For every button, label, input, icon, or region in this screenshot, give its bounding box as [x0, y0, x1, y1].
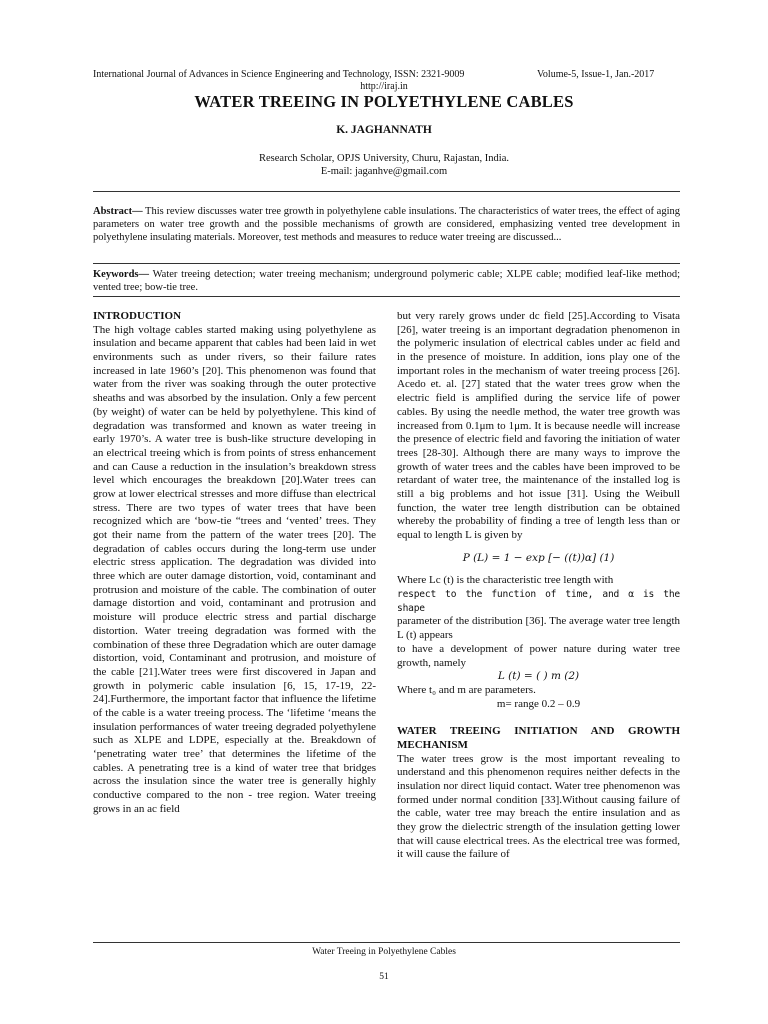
running-title: Water Treeing in Polyethylene Cables — [312, 947, 456, 957]
keywords-bottom-rule — [93, 296, 680, 297]
section-heading-introduction: INTRODUCTION — [93, 310, 182, 322]
paper-title: WATER TREEING IN POLYETHYLENE CABLES — [194, 92, 574, 111]
parameters-line: Where t₀ and m are parameters. — [397, 683, 536, 696]
equation-1: P (L) = 1 − exp [− ((t))α] (1) — [462, 551, 615, 564]
author-name: K. JAGHANNATH — [336, 124, 432, 136]
author-affiliation — [0, 152, 768, 178]
right-paragraph-1: but very rarely grows under dc field [25].According to Visata [26], water treeing is an important degradation phenomenon in the polymeric insulation of electrical cables under ac field and in the presence of moisture. In addition, ions play one of the important roles in the mechanism of water treeing process [26]. Acedo et. al. [27] stated that the water trees grow when the electric field is amplified during the service life of power cables. By using the needle method, the water tree growth was increased from 0.1μm to 1μm. It is because needle will increase the presence of electric field and favoring the initiation of water trees [28-30]. Although there are many ways to improve the growth of water trees and the cables have been improved to be retardant of water tree, the maintenance of the installed log is still a big problems and hot issue [31]. Using the Weibull function, the water tree length distribution can be obtained whereby the probability of finding a tree of length less than or equal to length L is given by — [397, 310, 680, 541]
footer-rule — [93, 942, 680, 943]
abstract-top-rule — [93, 191, 680, 192]
range-line: m= range 0.2 – 0.9 — [496, 697, 581, 710]
affiliation-line: Research Scholar, OPJS University, Churu, Rajastan, India. — [259, 153, 509, 164]
abstract-label: Abstract— — [93, 206, 143, 217]
right-paragraph-2c: parameter of the distribution [36]. The average water tree length L (t) appears — [397, 615, 680, 642]
right-paragraph-2d: to have a development of power nature during water tree growth, namely — [397, 642, 680, 669]
journal-name: International Journal of Advances in Science Engineering and Technology, ISSN: 2321-9009 — [93, 69, 465, 80]
equation-2: L (t) = ( ) m (2) — [497, 670, 580, 683]
journal-url: http://iraj.in — [360, 81, 408, 92]
volume-info: Volume-5, Issue-1, Jan.-2017 — [537, 69, 655, 80]
email-line: E-mail: jaganhve@gmail.com — [320, 166, 448, 177]
left-column — [93, 310, 376, 816]
abstract — [93, 205, 680, 244]
page-number: 51 — [379, 972, 389, 982]
keywords-label: Keywords— — [93, 269, 149, 280]
right-column — [397, 310, 680, 862]
introduction-text: The high voltage cables started making using polyethylene as insulation and became apparent that cables had been laid in wet environments such as under rivers, so their failure rates increased in late 1960’s [20]. This phenomenon was found that water from the river was soaking through the outer protective sheaths and was absorbed by the insulation. Only a few percent (by weight) of water can be held by polyethylene. This kind of degradation was transformed and known as water treeing in early 1970’s. A water tree is bush-like structure developing in an electrical treeing which is from points of stress enhancement and can Cause a reduction in the insulation’s breakdown stress level which encourages the breakdown [20].Water trees can grow at lower electrical stresses and more diffuse than electrical stress. There are two types of water trees that have been recognized which are ‘bow-tie “trees and ‘vented’ trees. They got their name from the pattern of the water trees [20]. The degradation of cables occurs during the long-term use under electric stress application. The degradation was divided into three which are outer damage distortion, void, contaminant and protrusion and moisture of the cable. The combination of outer damage distortion and void, contaminant and protrusion and moisture will produce electric stress and partial discharge distortion. Water treeing degradation was formed with the combination of these three Degradation which are outer damage distortion, void, Contaminant and protrusion, and moisture of the cable [21].Water trees were first discovered in Japan and growth in polymeric cable insulation [6, 15, 17-19, 22-24].Furthermore, the important factor that influence the lifetime of the cable is a water treeing process. The ‘lifetime ‘means the insulation performances of water treeing degraded polyethylene such as XLPE and LDPE, especially at the. Breakdown of ‘penetrating water tree’ that determines the lifetime of the cables. A penetrating tree is a kind of water tree that bridges across the insulation since the water tree is generally highly conductive compared to the non - tree region. Water treeing grows in an ac field — [93, 323, 376, 815]
abstract-text: This review discusses water tree growth in polyethylene cable insulations. The characteristics of water trees, the effect of aging parameters on water tree growth and the possible mechanisms of growth are considered, emphasizing vented tree development in polyethylene insulating materials. Moreover, test methods and measures to reduce water treeing are discussed... — [93, 206, 680, 243]
right-paragraph-2a: Where Lc (t) is the characteristic tree length with — [397, 574, 614, 587]
keywords — [93, 268, 680, 294]
mechanism-text: The water trees grow is the most important revealing to understand and this phenomenon requires neither defects in the insulation nor direct liquid contact. Water tree phenomenon was formed under normal condition [33].Without causing failure of the cable, water tree may breach the entire insulation and as they grow the dielectric strength of the insulation getting lower that will cause electrical trees. As the electrical tree was formed, it will cause the failure of — [397, 752, 680, 861]
abstract-bottom-rule — [93, 263, 680, 264]
right-paragraph-2b: respect to the function of time, and α is the shape — [397, 589, 680, 614]
keywords-text: Water treeing detection; water treeing mechanism; underground polymeric cable; XLPE cable; modified leaf-like method; vented tree; bow-tie tree. — [93, 269, 680, 293]
section-heading-mechanism: WATER TREEING INITIATION AND GROWTH MECHANISM — [397, 725, 680, 751]
